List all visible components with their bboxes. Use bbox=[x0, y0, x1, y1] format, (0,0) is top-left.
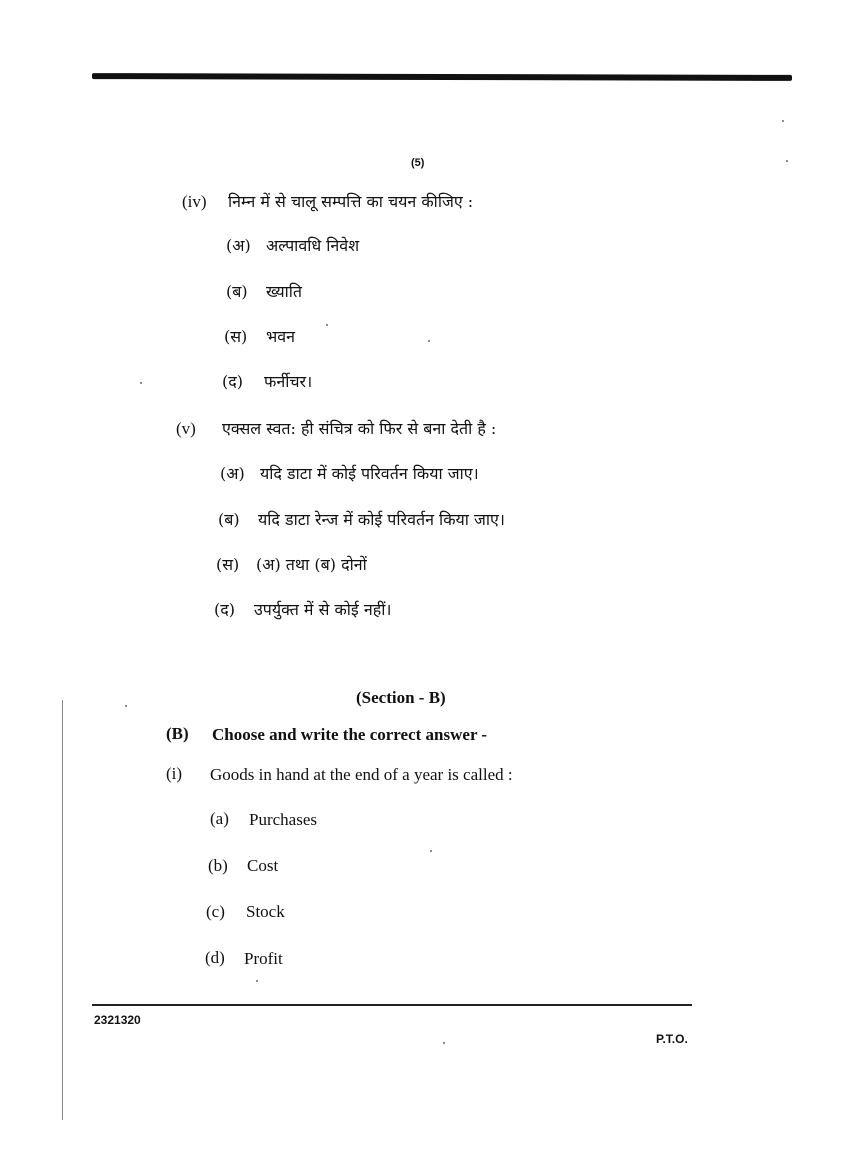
question-v-option-a-label: (अ) bbox=[220, 464, 245, 483]
question-iv-option-d-label: (द) bbox=[222, 372, 243, 391]
paper-code: 2321320 bbox=[94, 1013, 141, 1027]
page-number: (5) bbox=[411, 157, 425, 169]
question-iv-text: निम्न में से चालू सम्पत्ति का चयन कीजिए : bbox=[228, 192, 474, 211]
scan-speck bbox=[256, 980, 258, 982]
question-v-label: (v) bbox=[176, 419, 196, 438]
scan-speck bbox=[782, 120, 784, 122]
bottom-rule bbox=[92, 1004, 692, 1006]
question-iv-option-b-label: (ब) bbox=[226, 282, 248, 301]
question-iv-option-c-label: (स) bbox=[224, 327, 248, 346]
top-rule bbox=[92, 73, 792, 81]
question-v-option-c-text: (अ) तथा (ब) दोनों bbox=[256, 555, 367, 574]
scan-speck bbox=[125, 705, 127, 707]
section-b-title: (Section - B) bbox=[356, 688, 446, 707]
question-i-text: Goods in hand at the end of a year is called : bbox=[210, 765, 513, 784]
question-v-option-a-text: यदि डाटा में कोई परिवर्तन किया जाए। bbox=[260, 464, 479, 483]
question-v-option-d-text: उपर्युक्त में से कोई नहीं। bbox=[254, 600, 392, 619]
question-v-option-b-label: (ब) bbox=[218, 510, 240, 529]
question-i-option-a-label: (a) bbox=[210, 809, 229, 828]
question-iv-option-b-text: ख्याति bbox=[266, 282, 303, 301]
question-i-option-c-label: (c) bbox=[206, 902, 225, 921]
question-i-option-b-label: (b) bbox=[208, 856, 228, 875]
question-i-option-a-text: Purchases bbox=[249, 810, 317, 829]
question-v-option-c-label: (स) bbox=[216, 555, 240, 574]
question-v-option-b-text: यदि डाटा रेन्ज में कोई परिवर्तन किया जाए। bbox=[258, 510, 505, 529]
scan-speck bbox=[430, 850, 432, 852]
pto-marker: P.T.O. bbox=[656, 1032, 688, 1046]
question-i-option-d-label: (d) bbox=[205, 948, 225, 967]
question-iv-option-a-label: (अ) bbox=[226, 236, 251, 255]
scan-speck bbox=[326, 324, 328, 326]
question-i-option-d-text: Profit bbox=[244, 949, 283, 968]
question-iv-option-d-text: फर्नीचर। bbox=[264, 372, 313, 391]
scan-speck bbox=[428, 340, 430, 342]
section-b-instruction: Choose and write the correct answer - bbox=[212, 725, 488, 744]
scan-speck bbox=[443, 1042, 445, 1044]
question-i-option-c-text: Stock bbox=[246, 902, 285, 921]
scan-speck bbox=[140, 382, 142, 384]
question-iv-option-c-text: भवन bbox=[266, 327, 296, 346]
question-v-option-d-label: (द) bbox=[214, 600, 235, 619]
question-v-text: एक्सल स्वत: ही संचित्र को फिर से बना देती है : bbox=[222, 419, 497, 438]
question-i-option-b-text: Cost bbox=[247, 856, 279, 875]
question-i-label: (i) bbox=[166, 764, 183, 783]
section-b-label: (B) bbox=[166, 724, 189, 743]
question-iv-label: (iv) bbox=[182, 192, 207, 211]
scan-speck bbox=[786, 160, 788, 162]
scan-margin-line bbox=[62, 700, 63, 1120]
question-iv-option-a-text: अल्पावधि निवेश bbox=[266, 236, 360, 255]
